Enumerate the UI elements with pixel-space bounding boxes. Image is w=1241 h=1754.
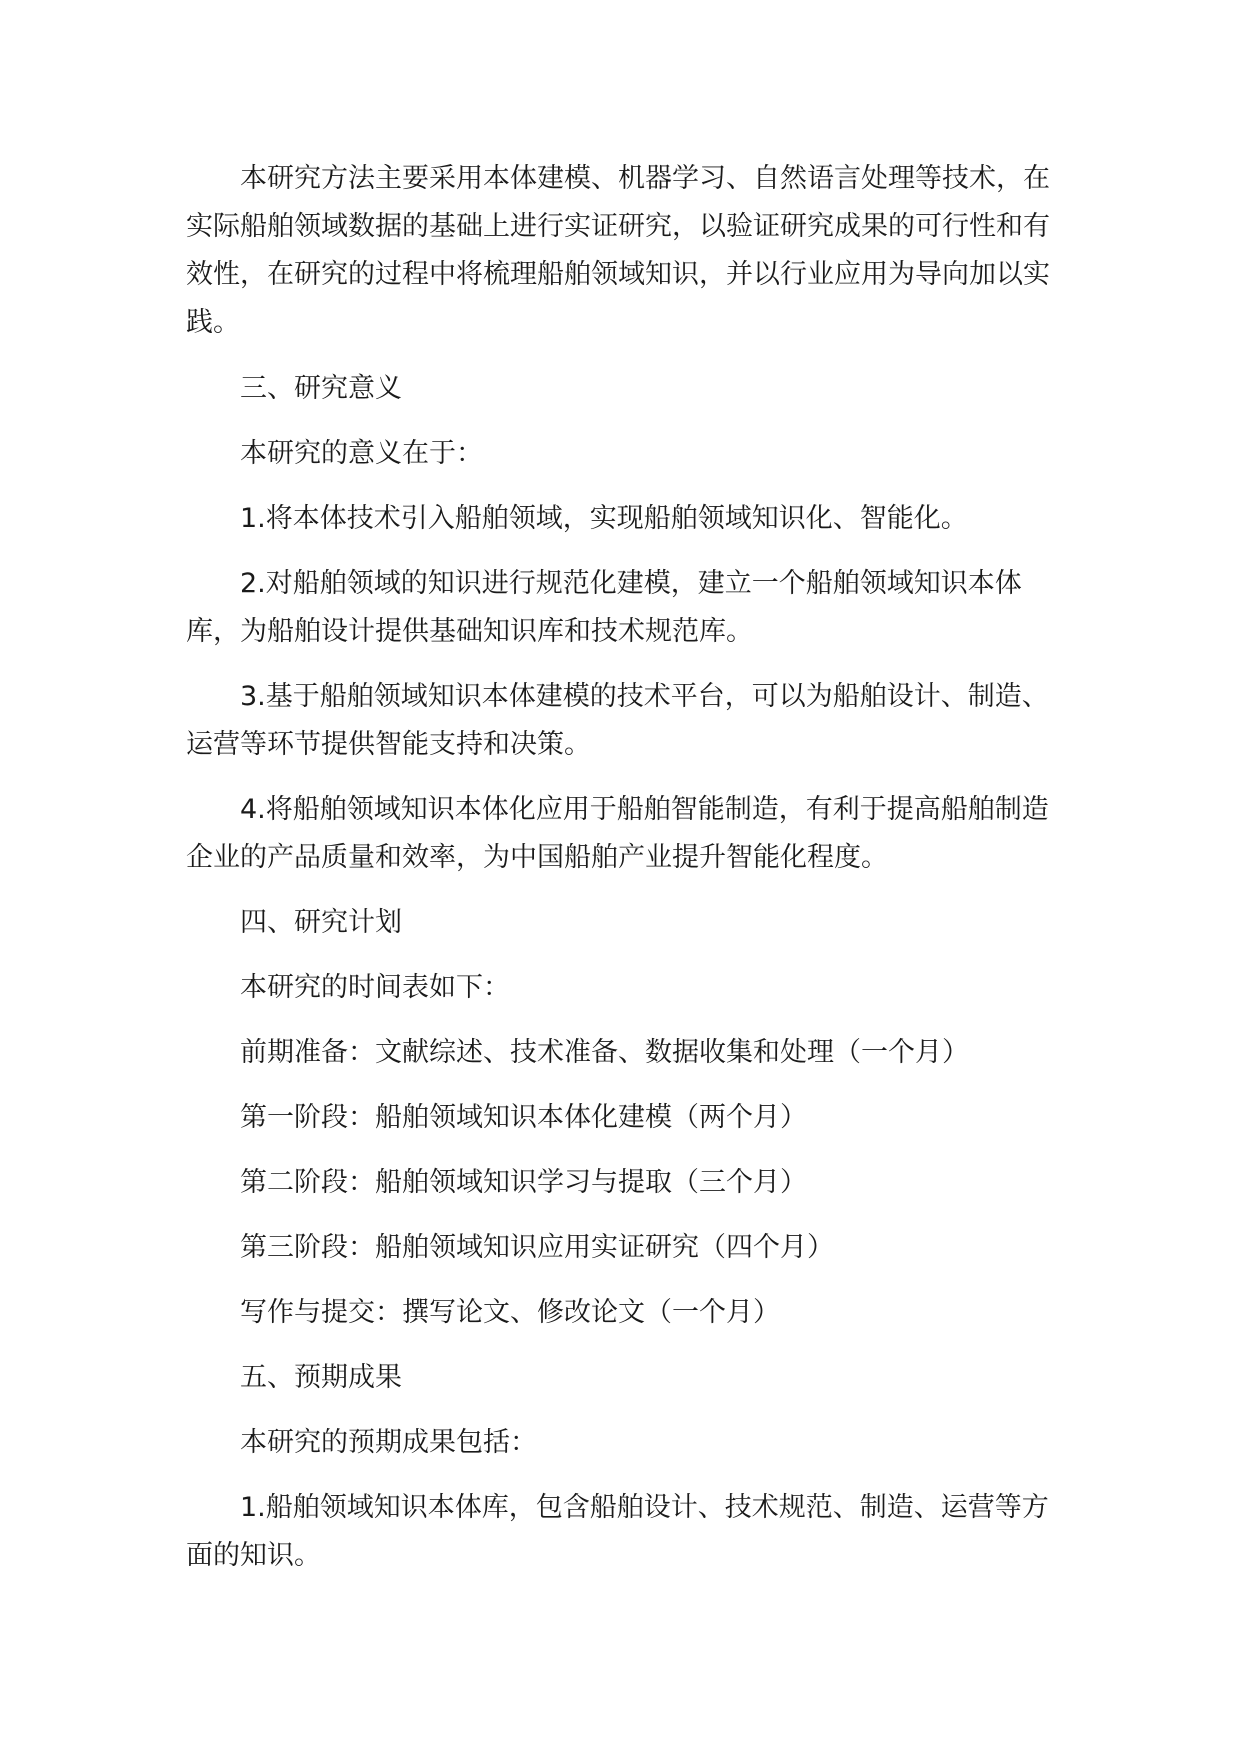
section-heading-plan: 四、研究计划 — [240, 907, 402, 938]
significance-lead: 本研究的意义在于： — [240, 438, 483, 469]
schedule-item-phase-2: 第二阶段：船舶领域知识学习与提取（三个月） — [240, 1167, 807, 1198]
outcomes-lead: 本研究的预期成果包括： — [240, 1427, 537, 1458]
document-body — [186, 155, 1070, 1597]
schedule-item-phase-1: 第一阶段：船舶领域知识本体化建模（两个月） — [240, 1102, 807, 1133]
plan-lead: 本研究的时间表如下： — [240, 972, 510, 1003]
schedule-item-preparation: 前期准备：文献综述、技术准备、数据收集和处理（一个月） — [240, 1037, 969, 1068]
significance-item-4: 4.将船舶领域知识本体化应用于船舶智能制造，有利于提高船舶制造企业的产品质量和效率，为中国船舶产业提升智能化程度。 — [186, 794, 1049, 873]
section-heading-significance: 三、研究意义 — [240, 373, 402, 404]
significance-item-2: 2.对船舶领域的知识进行规范化建模，建立一个船舶领域知识本体库，为船舶设计提供基础知识库和技术规范库。 — [186, 568, 1022, 647]
outcome-item-1: 1.船舶领域知识本体库，包含船舶设计、技术规范、制造、运营等方面的知识。 — [186, 1492, 1049, 1571]
significance-item-3: 3.基于船舶领域知识本体建模的技术平台，可以为船舶设计、制造、运营等环节提供智能支持和决策。 — [186, 681, 1049, 760]
schedule-item-writing: 写作与提交：撰写论文、修改论文（一个月） — [240, 1297, 780, 1328]
significance-item-1: 1.将本体技术引入船舶领域，实现船舶领域知识化、智能化。 — [240, 503, 968, 534]
section-heading-outcomes: 五、预期成果 — [240, 1362, 402, 1393]
schedule-item-phase-3: 第三阶段：船舶领域知识应用实证研究（四个月） — [240, 1232, 834, 1263]
intro-paragraph: 本研究方法主要采用本体建模、机器学习、自然语言处理等技术，在实际船舶领域数据的基础上进行实证研究，以验证研究成果的可行性和有效性，在研究的过程中将梳理船舶领域知识，并以行业应用为导向加以实践。 — [186, 163, 1050, 338]
